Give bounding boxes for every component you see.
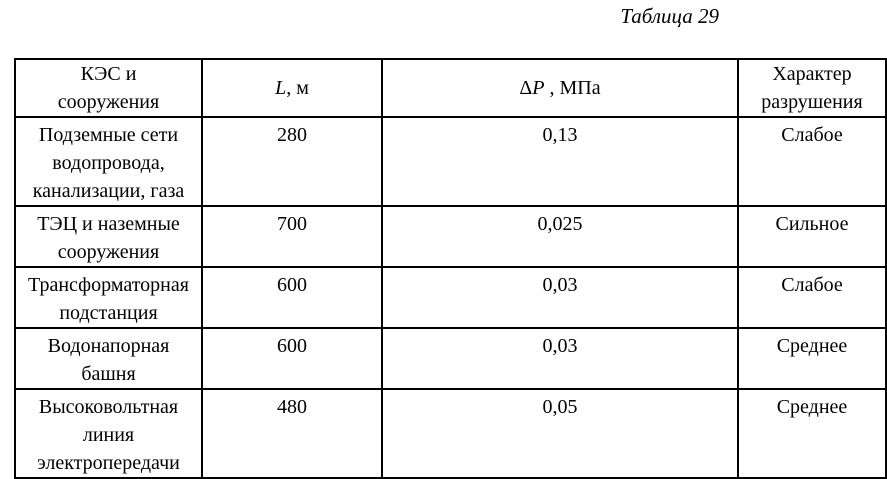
cell-pressure: 0,03 [382,267,738,328]
table-row [15,206,886,267]
object-line: Подземные сети [38,124,179,146]
cell-damage: Среднее [738,389,886,478]
table-row [15,117,886,206]
cell-pressure: 0,03 [382,328,738,389]
cell-damage: Слабое [738,117,886,206]
header-object-line: сооружения [57,91,160,113]
object-line: ТЭЦ и наземные [37,213,180,235]
object-line: подстанция [59,302,158,324]
table-row [15,389,886,478]
object-line: Водонапорная [47,335,170,357]
data-table [14,58,887,479]
cell-damage: Сильное [738,206,886,267]
header-object [15,59,202,117]
object-line: башня [81,363,136,385]
header-row [15,59,886,117]
cell-distance: 600 [202,328,382,389]
object-line: Высоковольтная [38,396,179,418]
header-damage-line: Характер [772,63,852,85]
header-damage [738,59,886,117]
cell-damage: Слабое [738,267,886,328]
object-line: Трансформаторная [28,274,189,296]
cell-object [15,267,202,328]
cell-distance: 600 [202,267,382,328]
cell-damage: Среднее [738,328,886,389]
cell-object [15,328,202,389]
header-pressure-symbol: P [532,77,545,99]
object-line: электропередачи [37,452,180,474]
object-line: канализации, газа [32,180,185,202]
header-pressure [382,59,738,117]
cell-distance: 480 [202,389,382,478]
table-row [15,267,886,328]
cell-object [15,206,202,267]
cell-object [15,389,202,478]
header-distance [202,59,382,117]
object-line: сооружения [57,241,160,263]
header-pressure-delta: Δ [519,77,533,99]
header-damage-line: разрушения [761,91,863,113]
header-distance-unit: , м [286,77,309,99]
object-line: линия [82,424,135,446]
header-object-line: КЭС и [80,63,137,85]
cell-distance: 700 [202,206,382,267]
cell-distance: 280 [202,117,382,206]
header-pressure-unit: , МПа [544,77,601,99]
cell-object [15,117,202,206]
table-row [15,328,886,389]
cell-pressure: 0,13 [382,117,738,206]
header-distance-symbol: L [275,77,287,99]
table-caption: Таблица 29 [620,4,719,28]
object-line: водопровода, [52,152,165,174]
cell-pressure: 0,025 [382,206,738,267]
cell-pressure: 0,05 [382,389,738,478]
